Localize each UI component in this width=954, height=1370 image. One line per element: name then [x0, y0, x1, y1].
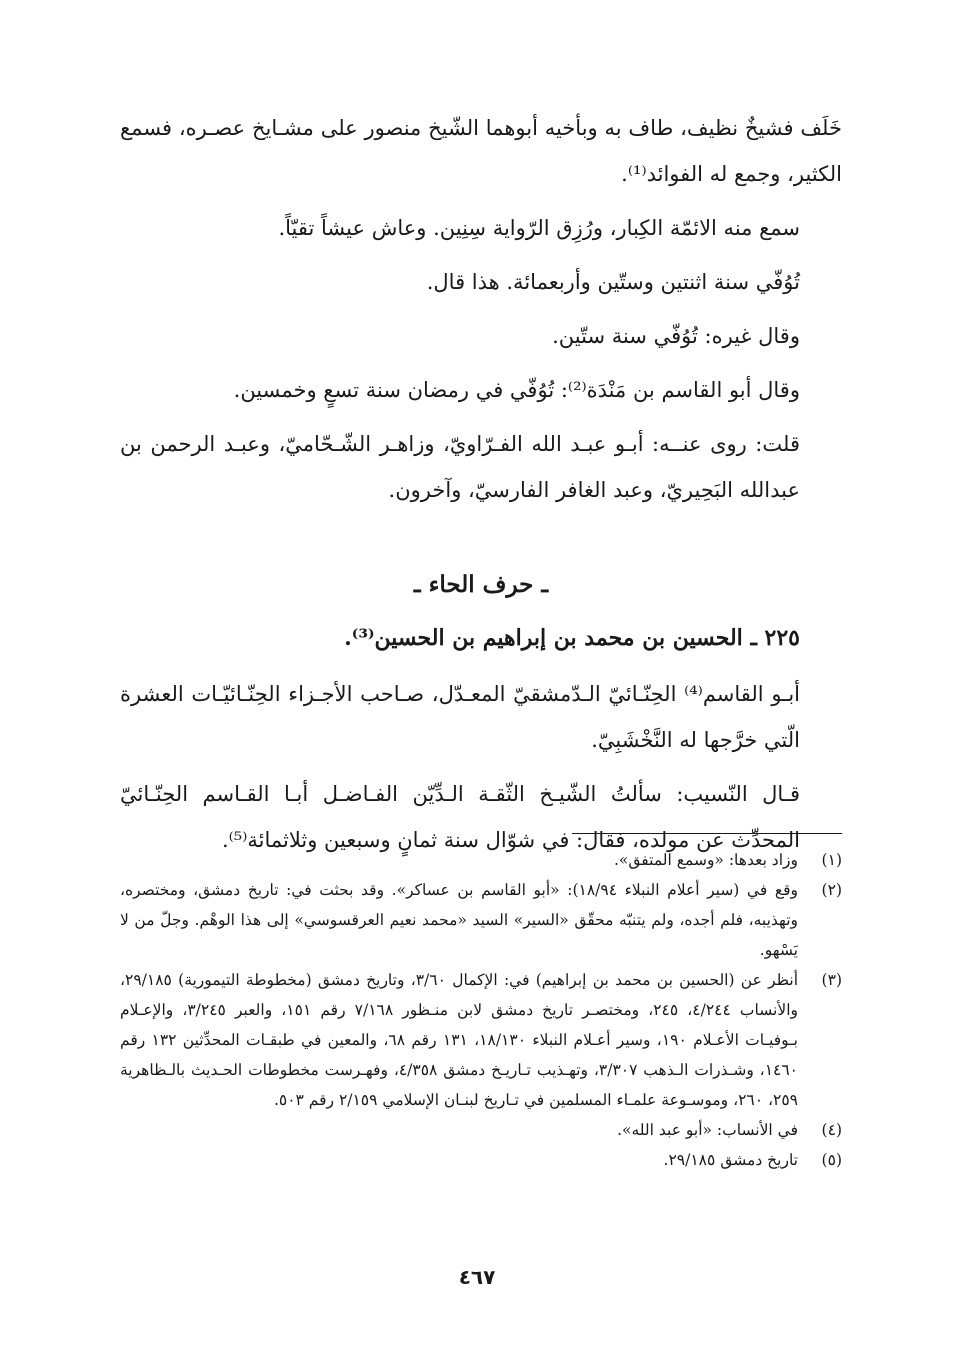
paragraph: أبـو القاسم⁽⁴⁾ الحِنّـائيّ الـدّمشقيّ المعـدّل، صـاحب الأجـزاء الحِنّـائيّـات العشرة الّتي خرَّجها له النَّخْشَبِيّ. [120, 682, 800, 752]
footnote [120, 845, 842, 875]
footnote-number: (٣) [821, 971, 842, 989]
section-title: ـ حرف الحاء ـ [413, 571, 549, 598]
footnote-number: (٥) [821, 1151, 842, 1169]
footnote-text: أنظر عن (الحسين بن محمد بن إبراهيم) في: الإكمال ٣/٦٠، وتاريخ دمشق (مخطوطة التيمورية) ٢٩/١٨٥، والأنساب ٤/٢٤٤، ٢٤٥، ومختصـر تاريخ دمشق لابن منـظور ٧/١٦٨ رقم ١٥١، والعبر ٣/٢٤٥، والإعـلام بـوفيـات الأعـلام ١٩٠، وسير أعـلام النبلاء ١٨/١٣٠، ١٣١ رقم ٦٨، والمعين في طبقـات المحدِّثين ١٣٢ رقم ١٤٦٠، وشـذرات الـذهب ٣/٣٠٧، وتهـذيب تـاريـخ دمشق ٤/٣٥٨، وفهـرست مخطوطات الحـديث بالـظاهرية ٢٥٩، ٢٦٠، وموسـوعة علمـاء المسلمين في تـاريخ لبنـان الإسلامي ٢/١٥٩ رقم ٥٠٣. [120, 971, 799, 1109]
footnote [120, 965, 842, 1115]
footnote-text: وزاد بعدها: «وسمع المتفق». [613, 851, 798, 869]
paragraph: وقال غيره: تُوُفّي سنة ستّين. [552, 324, 800, 348]
entry-heading: ٢٢٥ ـ الحسين بن محمد بن إبراهيم بن الحسين⁽³⁾. [344, 625, 800, 651]
page-number: ٤٦٧ [458, 1265, 496, 1289]
footnote-text: في الأنساب: «أبو عبد الله». [617, 1121, 798, 1139]
footnote-text: وقع في (سير أعلام النبلاء ١٨/٩٤): «أبو القاسم بن عساكر». وقد بحثت في: تاريخ دمشق، ومختصره، وتهذيبه، فلم أجده، ولم يتنبّه محقّق «السير» السيد «محمد نعيم العرقسوسي» إلى هذا الوهْم. وجلّ من لا يَسْهو. [120, 881, 798, 959]
footnote [120, 875, 842, 965]
footnotes [120, 845, 842, 1175]
footnote-number: (٢) [821, 881, 842, 899]
page-body [120, 105, 842, 1169]
footnote-separator [572, 833, 842, 834]
footnote [120, 1115, 842, 1145]
paragraph: تُوُفّي سنة اثنتين وستّين وأربعمائة. هذا قال. [426, 270, 800, 294]
paragraph: سمع منه الائمّة الكِبار، ورُزِق الرّواية سِنِين. وعاش عيشاً تقيّاً. [278, 216, 800, 240]
footnote-text: تاريخ دمشق ٢٩/١٨٥. [663, 1151, 798, 1169]
paragraph: قلت: روى عنــه: أبـو عبـد الله الفـرّاويّ، وزاهـر الشّـحّاميّ، وعبـد الرحمن بن عبدالله البَحِيريّ، وعبد الغافر الفارسيّ، وآخرون. [120, 432, 800, 502]
footnote-number: (١) [821, 851, 842, 869]
footnote-number: (٤) [821, 1121, 842, 1139]
paragraph: خَلَف فشيخٌ نظيف، طاف به وبأخيه أبوهما الشّيخ منصور على مشـايخ عصـره، فسمع الكثير، وجمع له الفوائد⁽¹⁾. [120, 116, 842, 186]
footnote [120, 1145, 842, 1175]
paragraph: وقال أبو القاسم بن مَنْدَة⁽²⁾: تُوُفّي في رمضان سنة تسعٍ وخمسين. [233, 378, 800, 402]
paragraph: قـال النّسيب: سألتُ الشّيـخ الثّقـة الـدِّيّن الفـاضـل أبـا القـاسم الحِنّـائيّ المحدِّث عن مولده، فقال: في شوّال سنة ثمانٍ وسبعين وثلاثمائة⁽⁵⁾. [120, 782, 801, 852]
